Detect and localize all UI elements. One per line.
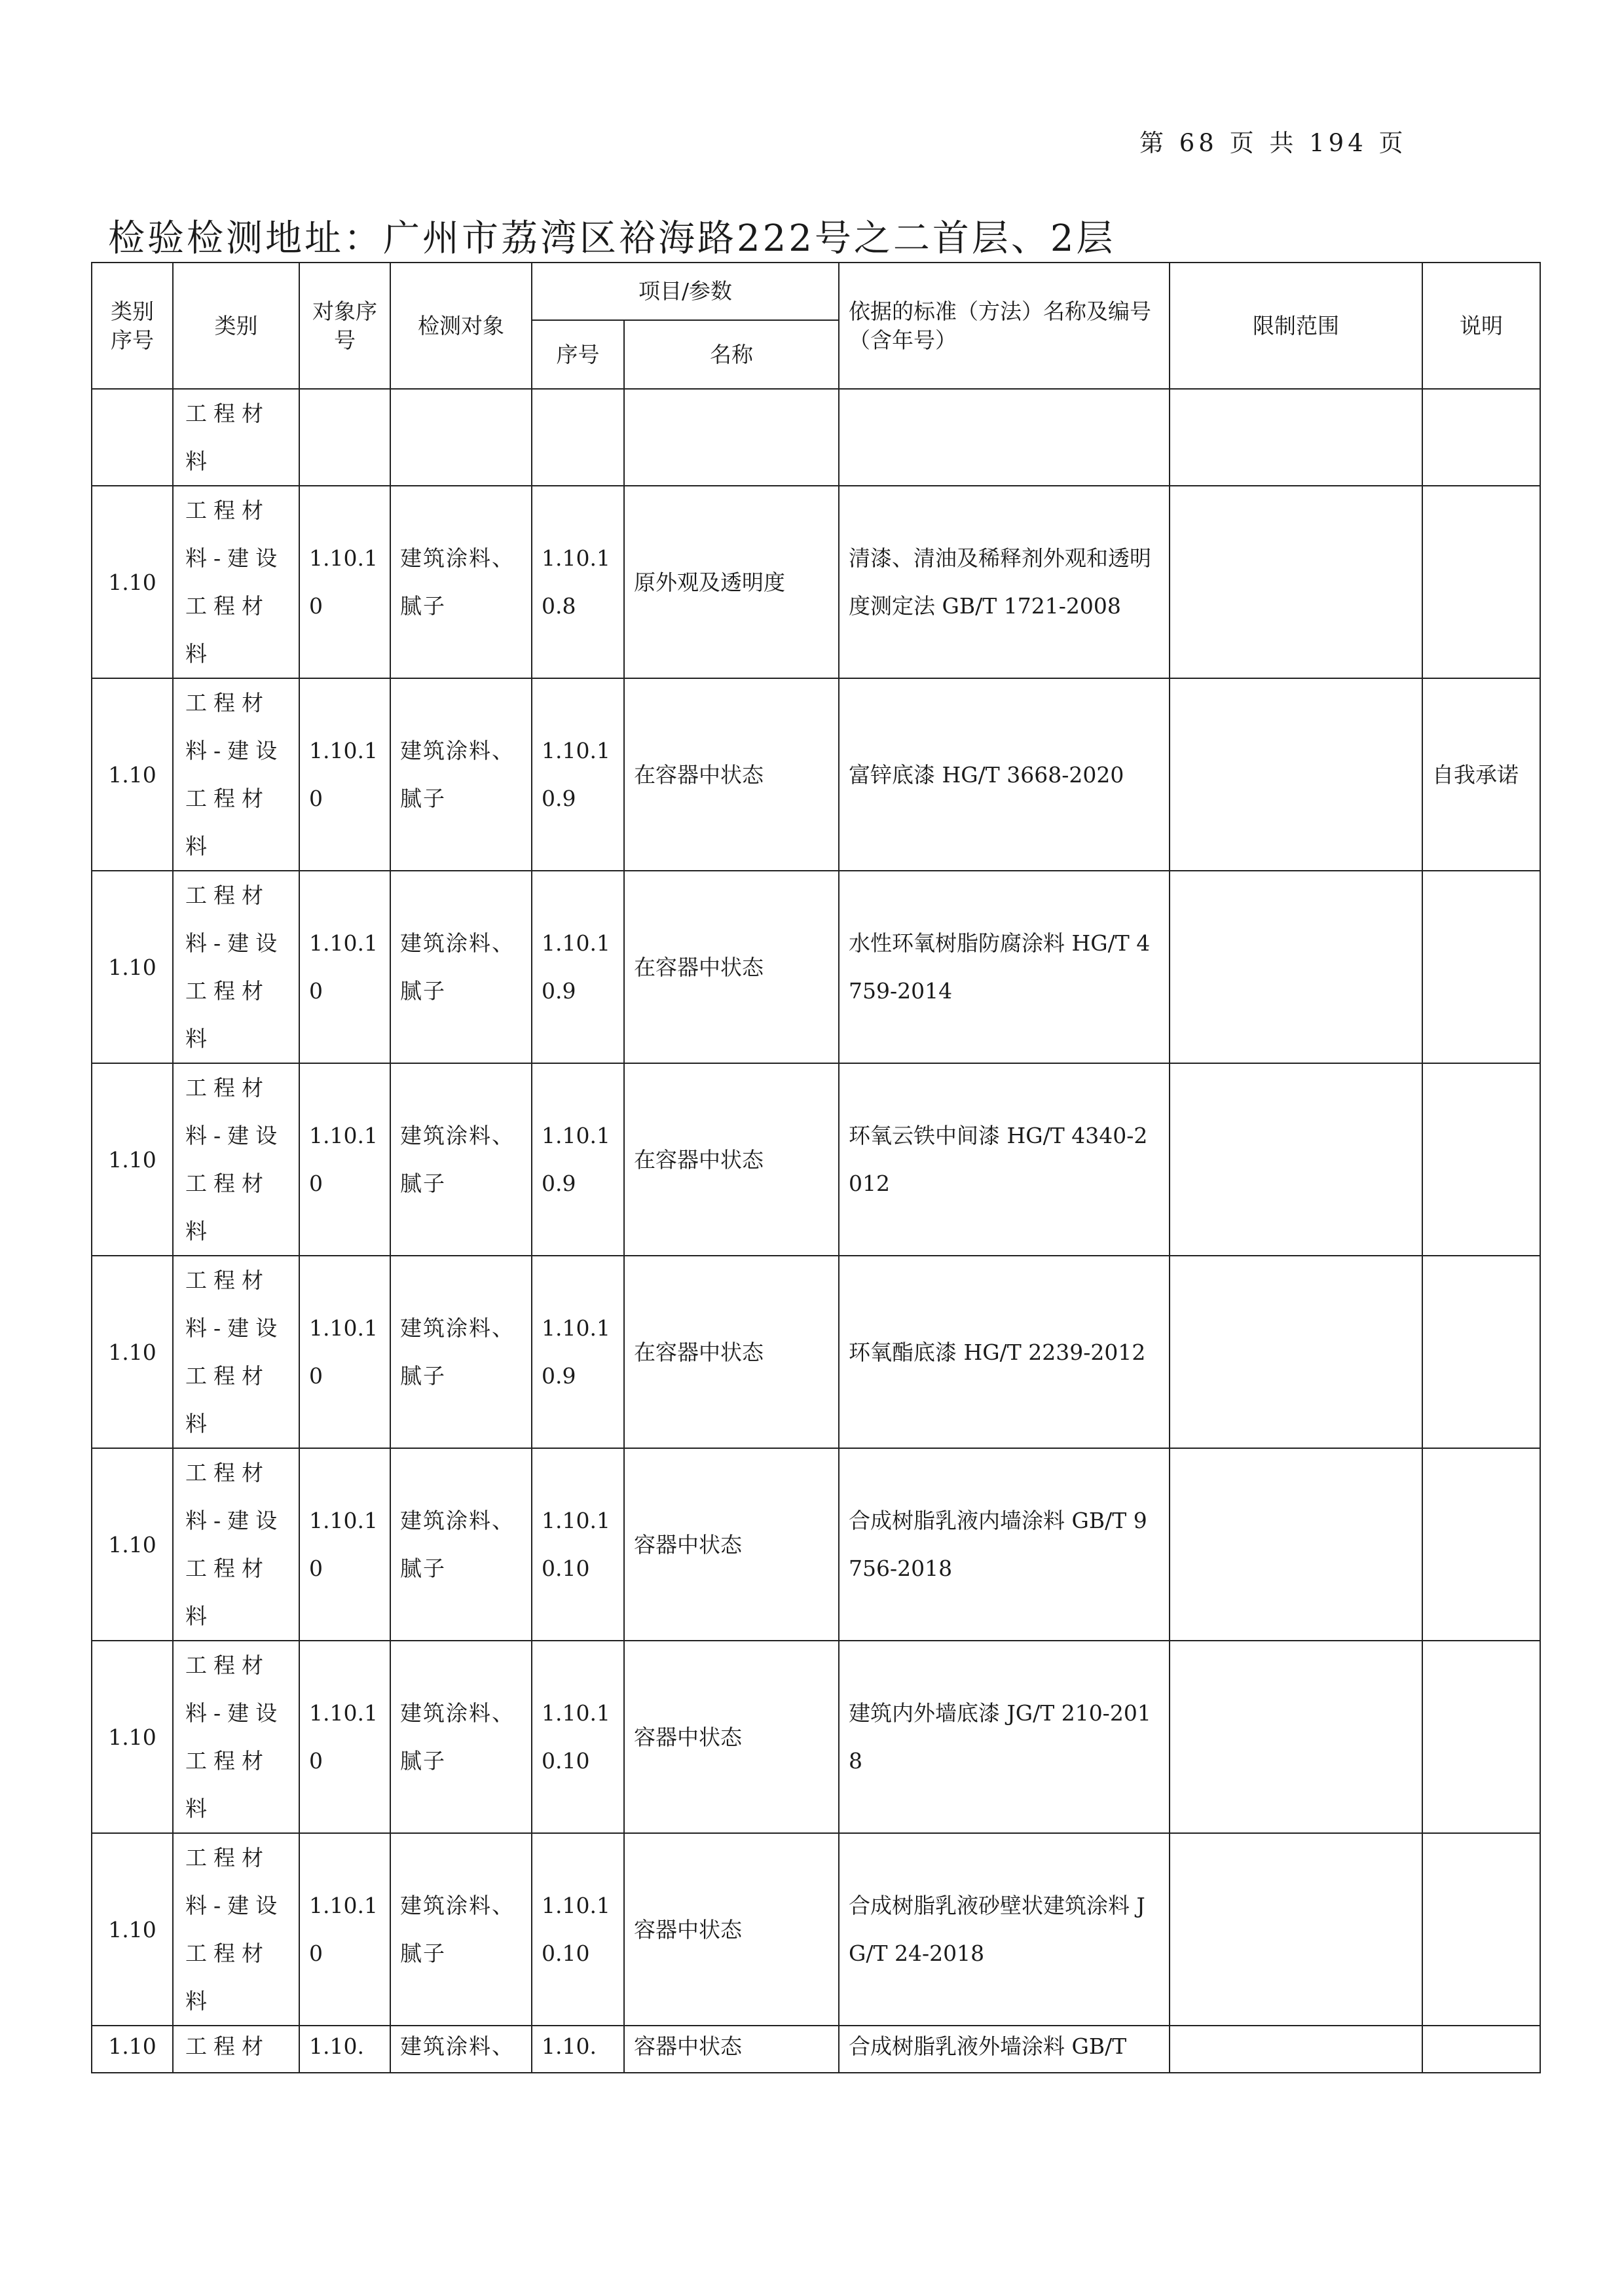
- cell-standard: 合成树脂乳液外墙涂料 GB/T: [839, 2026, 1170, 2073]
- cell-object-no: 1.10.10: [299, 1063, 390, 1256]
- header-category: 类别: [173, 263, 299, 389]
- cell-object-no: 1.10.10: [299, 1641, 390, 1833]
- table-row: [92, 1833, 1540, 2026]
- header-item-name: 名称: [624, 320, 839, 389]
- cell-category: 工程材料-建设工程材料: [173, 1256, 299, 1448]
- cell-object: 建筑涂料、腻子: [390, 678, 532, 871]
- cell-object-no: 1.10.10: [299, 871, 390, 1063]
- cell-limit: [1170, 2026, 1422, 2073]
- cell-item-name: [624, 389, 839, 486]
- cell-object: 建筑涂料、腻子: [390, 871, 532, 1063]
- cell-limit: [1170, 1063, 1422, 1256]
- table-row: [92, 1256, 1540, 1448]
- cell-category: 工程材料-建设工程材料: [173, 1448, 299, 1641]
- cell-item-no: 1.10.10.9: [532, 1256, 624, 1448]
- cell-limit: [1170, 678, 1422, 871]
- cell-object-no: 1.10.10: [299, 1448, 390, 1641]
- cell-object: 建筑涂料、腻子: [390, 1063, 532, 1256]
- cell-object-no: 1.10.10: [299, 1833, 390, 2026]
- cell-category-no: 1.10: [92, 2026, 173, 2073]
- table-row: [92, 1063, 1540, 1256]
- table-row: [92, 1448, 1540, 1641]
- testing-address: 检验检测地址：广州市荔湾区裕海路222号之二首层、2层: [108, 217, 1116, 260]
- cell-limit: [1170, 1448, 1422, 1641]
- cell-standard: 富锌底漆 HG/T 3668-2020: [839, 678, 1170, 871]
- cell-standard: 清漆、清油及稀释剂外观和透明度测定法 GB/T 1721-2008: [839, 486, 1170, 678]
- cell-limit: [1170, 1256, 1422, 1448]
- cell-note: [1422, 1063, 1540, 1256]
- cell-standard: 合成树脂乳液内墙涂料 GB/T 9756-2018: [839, 1448, 1170, 1641]
- cell-object: 建筑涂料、: [390, 2026, 532, 2073]
- cell-item-name: 在容器中状态: [624, 1063, 839, 1256]
- table-row: [92, 1641, 1540, 1833]
- cell-item-name: 容器中状态: [624, 1448, 839, 1641]
- cell-note: [1422, 1256, 1540, 1448]
- cell-limit: [1170, 389, 1422, 486]
- cell-category: 工程材料: [173, 389, 299, 486]
- cell-limit: [1170, 871, 1422, 1063]
- cell-category-no: 1.10: [92, 1448, 173, 1641]
- header-item-no: 序号: [532, 320, 624, 389]
- header-limit: 限制范围: [1170, 263, 1422, 389]
- cell-category: 工程材料-建设工程材料: [173, 871, 299, 1063]
- table-row: [92, 678, 1540, 871]
- header-standard: 依据的标准（方法）名称及编号（含年号）: [839, 263, 1170, 389]
- header-category-no: 类别序号: [92, 263, 173, 389]
- cell-object: 建筑涂料、腻子: [390, 1833, 532, 2026]
- cell-item-no: 1.10.10.10: [532, 1833, 624, 2026]
- cell-note: [1422, 1641, 1540, 1833]
- cell-category-no: 1.10: [92, 1833, 173, 2026]
- cell-standard: 水性环氧树脂防腐涂料 HG/T 4759-2014: [839, 871, 1170, 1063]
- header-note: 说明: [1422, 263, 1540, 389]
- cell-item-name: 在容器中状态: [624, 871, 839, 1063]
- table-row: [92, 389, 1540, 486]
- cell-category: 工程材料-建设工程材料: [173, 1063, 299, 1256]
- cell-note: 自我承诺: [1422, 678, 1540, 871]
- cell-note: [1422, 871, 1540, 1063]
- cell-item-name: 在容器中状态: [624, 678, 839, 871]
- cell-category: 工程材料-建设工程材料: [173, 1641, 299, 1833]
- header-item-param: 项目/参数: [532, 263, 839, 320]
- cell-note: [1422, 389, 1540, 486]
- cell-item-no: 1.10.10.9: [532, 1063, 624, 1256]
- cell-item-name: 容器中状态: [624, 1641, 839, 1833]
- cell-category-no: 1.10: [92, 871, 173, 1063]
- cell-category: 工程材料-建设工程材料: [173, 678, 299, 871]
- cell-category-no: 1.10: [92, 1256, 173, 1448]
- cell-note: [1422, 1833, 1540, 2026]
- cell-standard: 环氧酯底漆 HG/T 2239-2012: [839, 1256, 1170, 1448]
- cell-item-no: 1.10.: [532, 2026, 624, 2073]
- cell-limit: [1170, 486, 1422, 678]
- cell-item-name: 容器中状态: [624, 1833, 839, 2026]
- cell-standard: 环氧云铁中间漆 HG/T 4340-2012: [839, 1063, 1170, 1256]
- cell-note: [1422, 1448, 1540, 1641]
- cell-object-no: [299, 389, 390, 486]
- cell-category-no: 1.10: [92, 486, 173, 678]
- cell-limit: [1170, 1641, 1422, 1833]
- header-object: 检测对象: [390, 263, 532, 389]
- cell-note: [1422, 2026, 1540, 2073]
- scope-table: [91, 262, 1541, 2073]
- cell-standard: [839, 389, 1170, 486]
- cell-item-no: 1.10.10.10: [532, 1448, 624, 1641]
- cell-item-no: 1.10.10.9: [532, 678, 624, 871]
- cell-object-no: 1.10.10: [299, 1256, 390, 1448]
- cell-object: 建筑涂料、腻子: [390, 1448, 532, 1641]
- cell-category: 工程材: [173, 2026, 299, 2073]
- cell-object: 建筑涂料、腻子: [390, 1641, 532, 1833]
- page-number: 第 68 页 共 194 页: [1139, 129, 1407, 157]
- cell-category-no: 1.10: [92, 1641, 173, 1833]
- header-object-no: 对象序号: [299, 263, 390, 389]
- cell-limit: [1170, 1833, 1422, 2026]
- cell-object: 建筑涂料、腻子: [390, 1256, 532, 1448]
- cell-category: 工程材料-建设工程材料: [173, 1833, 299, 2026]
- table-row: [92, 486, 1540, 678]
- cell-item-no: 1.10.10.10: [532, 1641, 624, 1833]
- cell-object: 建筑涂料、腻子: [390, 486, 532, 678]
- cell-category: 工程材料-建设工程材料: [173, 486, 299, 678]
- cell-item-name: 容器中状态: [624, 2026, 839, 2073]
- cell-standard: 建筑内外墙底漆 JG/T 210-2018: [839, 1641, 1170, 1833]
- cell-item-name: 原外观及透明度: [624, 486, 839, 678]
- cell-object: [390, 389, 532, 486]
- table-header: [92, 263, 1540, 389]
- cell-category-no: [92, 389, 173, 486]
- cell-object-no: 1.10.10: [299, 486, 390, 678]
- cell-category-no: 1.10: [92, 1063, 173, 1256]
- cell-item-name: 在容器中状态: [624, 1256, 839, 1448]
- cell-standard: 合成树脂乳液砂壁状建筑涂料 JG/T 24-2018: [839, 1833, 1170, 2026]
- cell-item-no: 1.10.10.9: [532, 871, 624, 1063]
- table-row: [92, 2026, 1540, 2073]
- cell-item-no: [532, 389, 624, 486]
- cell-category-no: 1.10: [92, 678, 173, 871]
- cell-object-no: 1.10.10: [299, 678, 390, 871]
- cell-object-no: 1.10.: [299, 2026, 390, 2073]
- table-row: [92, 871, 1540, 1063]
- cell-item-no: 1.10.10.8: [532, 486, 624, 678]
- cell-note: [1422, 486, 1540, 678]
